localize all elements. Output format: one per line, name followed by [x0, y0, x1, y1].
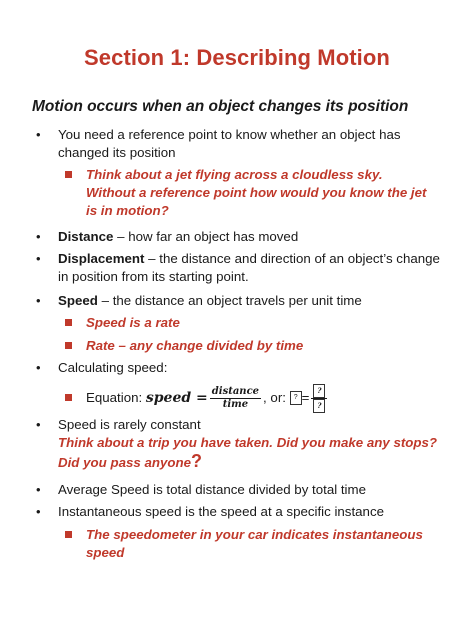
square-bullet	[65, 319, 72, 326]
section-heading: Motion occurs when an object changes its position	[32, 98, 409, 115]
list-item-rarely-constant: • Speed is rarely constant Think about a trip you have taken. Did you make any stops? Did you pass anyone?	[36, 417, 438, 471]
list-item-distance: • Distance – how far an object has moved	[36, 229, 299, 244]
bullet-dot: •	[36, 504, 41, 519]
page-title: Section 1: Describing Motion	[84, 45, 390, 70]
missing-glyph-icon: ?	[313, 384, 325, 398]
bullet-dot: •	[36, 360, 41, 375]
list-item-average-speed: • Average Speed is total distance divided by total time	[36, 482, 366, 497]
list-item-speedometer: The speedometer in your car indicates instantaneous speed	[86, 526, 432, 562]
list-item-instantaneous: • Instantaneous speed is the speed at a specific instance	[36, 504, 384, 519]
equation-fraction: $\frac{\text{distance}}{\text{time}}$	[211, 385, 260, 410]
equation-line: Equation: speed = $\frac{\text{distance}}{\text{time}}$ , or: ? = $\frac{?}{?}$	[86, 380, 446, 416]
bullet-dot: •	[36, 229, 41, 244]
bullet-dot: •	[36, 251, 41, 266]
bullet-dot: •	[36, 482, 41, 497]
square-bullet	[65, 531, 72, 538]
bullet-dot: •	[36, 127, 41, 142]
missing-glyph-icon: ?	[290, 391, 302, 405]
trip-question: Think about a trip you have taken. Did you make any stops? Did you pass anyone?	[58, 435, 438, 471]
list-item-calculating: • Calculating speed:	[36, 360, 168, 375]
list-item-speed: • Speed – the distance an object travels per unit time	[36, 293, 362, 308]
list-item-rate-def: Rate – any change divided by time	[86, 337, 432, 355]
square-bullet	[65, 171, 72, 178]
missing-glyph-icon: ?	[313, 399, 325, 413]
list-item-reference-point: • You need a reference point to know whether an object has changed its position	[36, 127, 401, 160]
equation-lhs: speed	[145, 390, 192, 406]
square-bullet	[65, 394, 72, 401]
symbol-fraction	[311, 384, 327, 413]
list-item-displacement: • Displacement – the distance and direction of an object’s change in position from its starting point.	[36, 251, 440, 284]
bullet-dot: •	[36, 293, 41, 308]
bullet-dot: •	[36, 417, 41, 432]
list-item-jet: Think about a jet flying across a cloudless sky. Without a reference point how would you know the jet is in motion?	[86, 166, 432, 220]
square-bullet	[65, 342, 72, 349]
list-item-speed-rate: Speed is a rate	[86, 314, 432, 332]
